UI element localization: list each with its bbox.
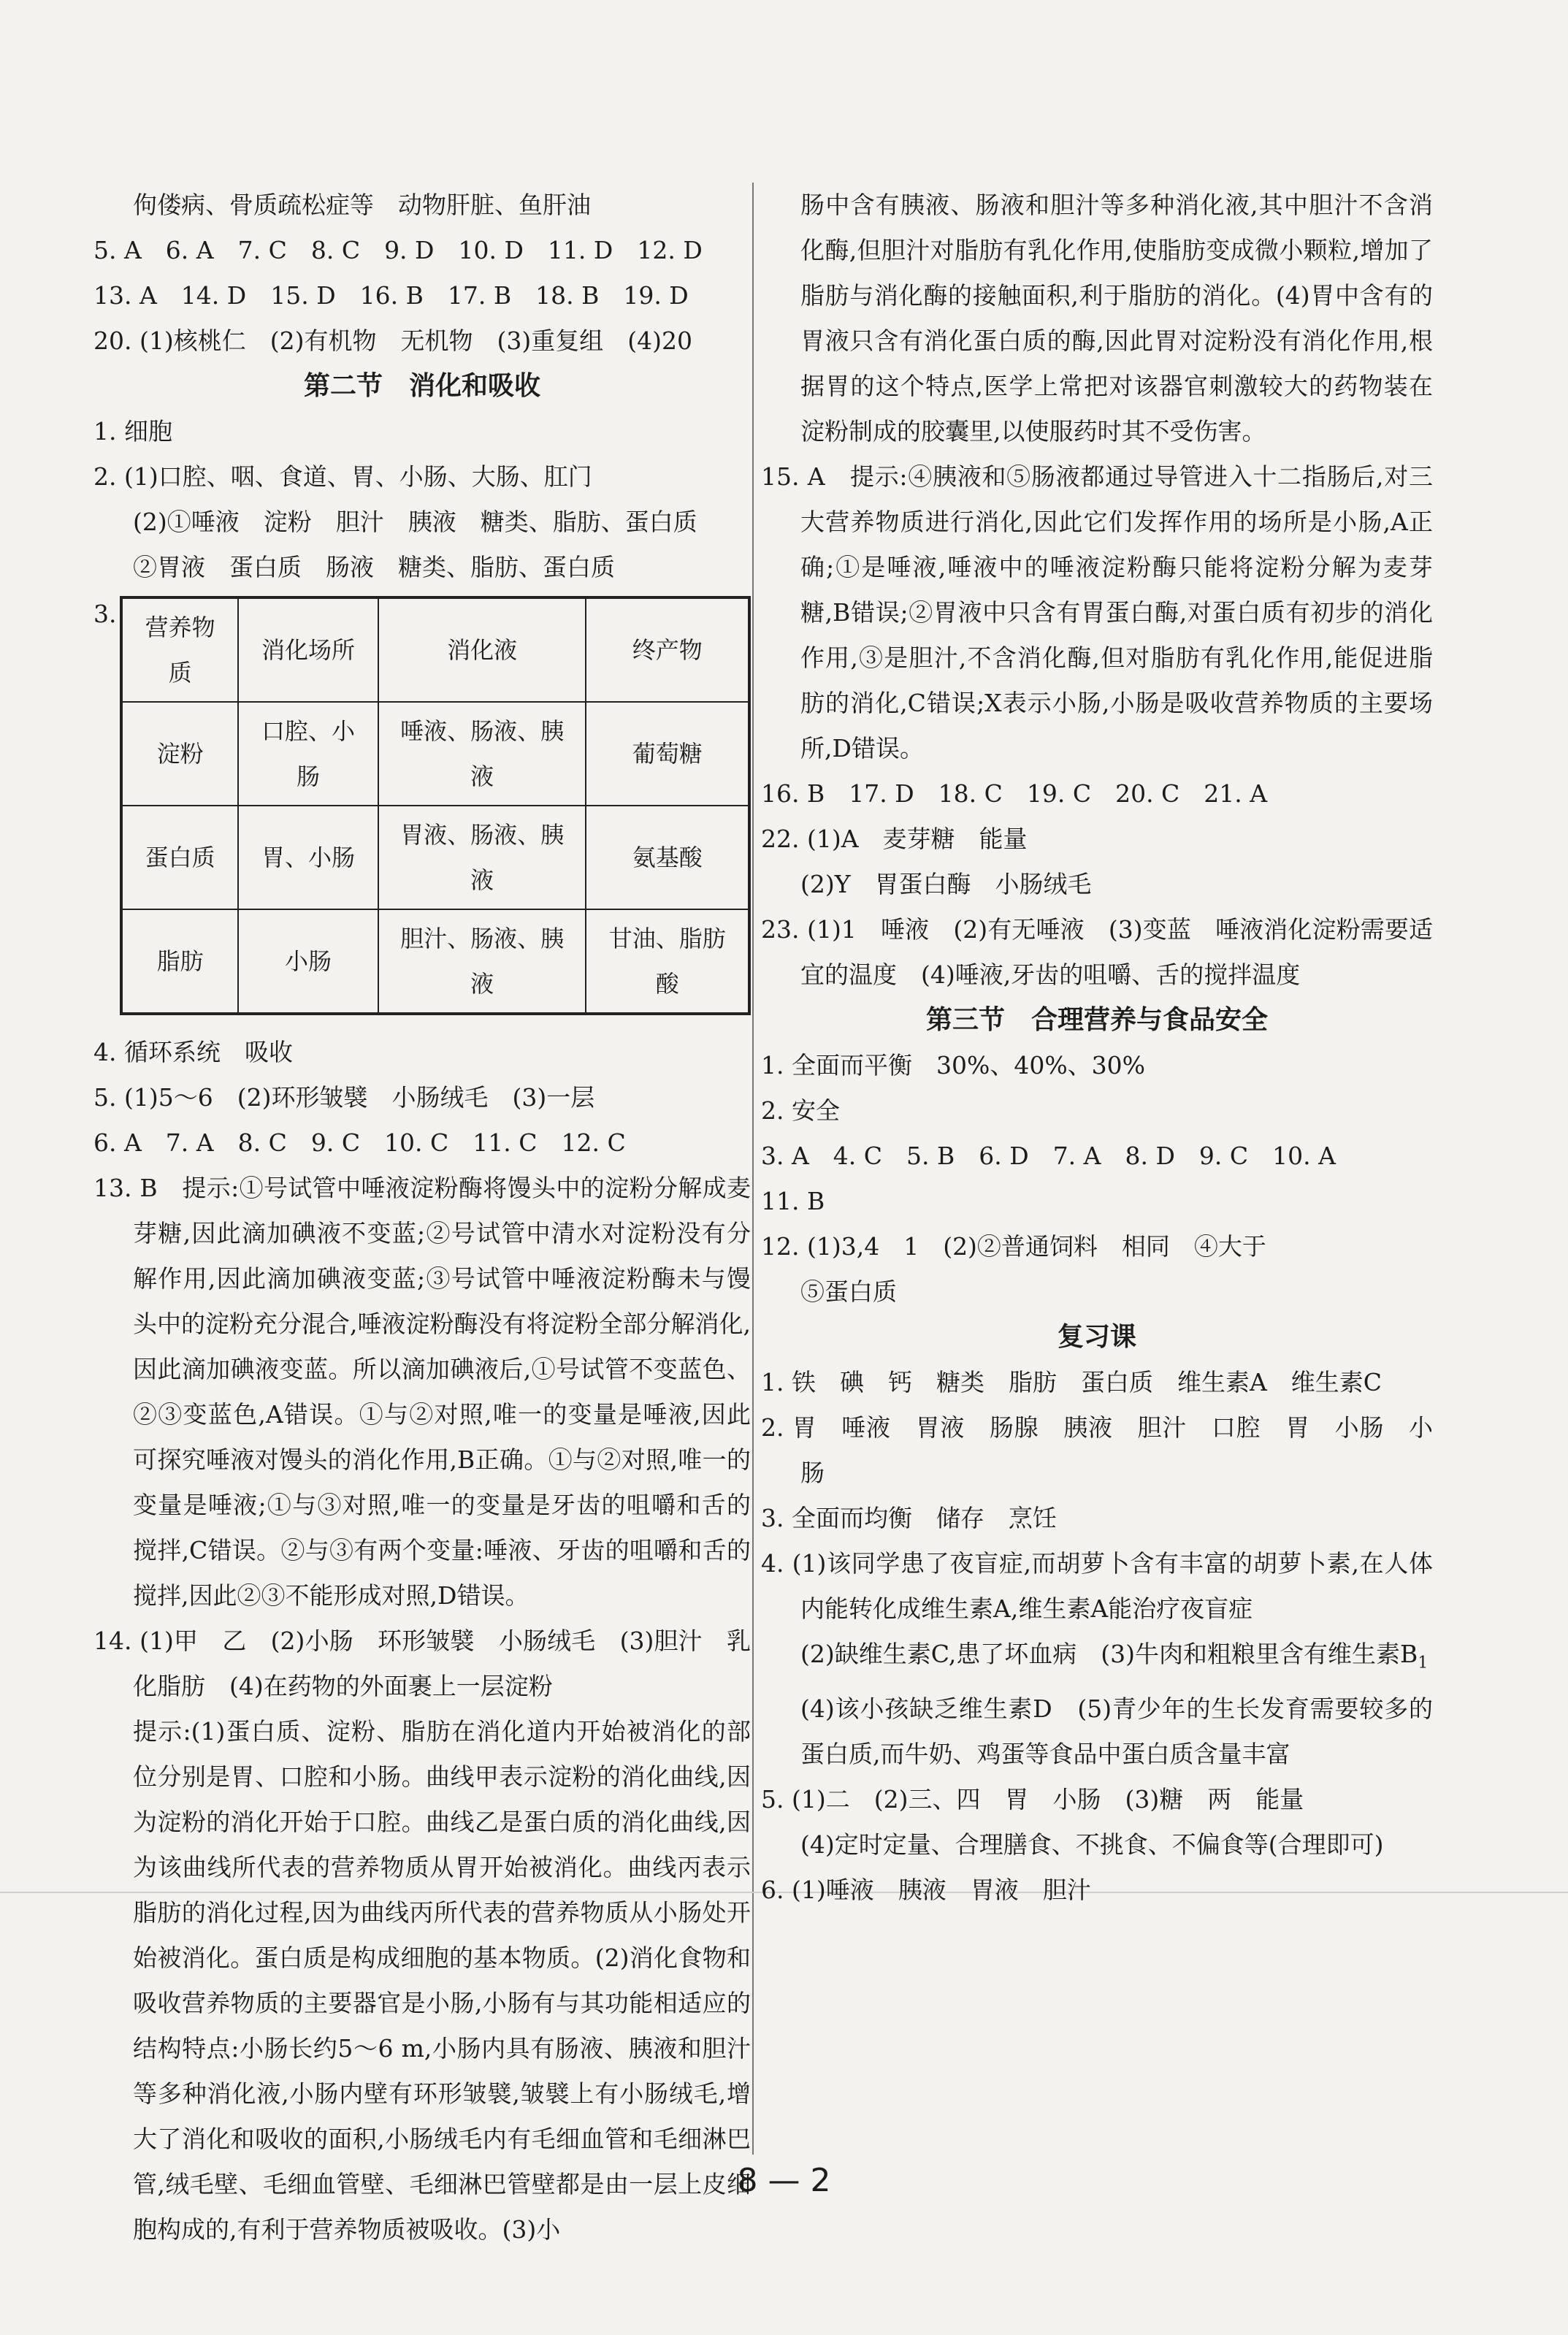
table-cell: 胆汁、肠液、胰液 <box>378 909 586 1014</box>
table-cell: 葡萄糖 <box>586 702 749 806</box>
table-cell: 氨基酸 <box>586 806 749 909</box>
answer-line: (4)定时定量、合理膳食、不挑食、不偏食等(合理即可) <box>800 1830 1384 1859</box>
answer-line: 3. A 4. C 5. B 6. D 7. A 8. D 9. C 10. A <box>761 1142 1336 1170</box>
table-cell: 口腔、小肠 <box>238 702 378 806</box>
answer-line: (2)Y 胃蛋白酶 小肠绒毛 <box>800 870 1092 898</box>
answer-line: 5. (1)5～6 (2)环形皱襞 小肠绒毛 (3)一层 <box>93 1083 595 1112</box>
column-divider <box>752 183 754 2155</box>
answer-line: 6. A 7. A 8. C 9. C 10. C 11. C 12. C <box>93 1128 626 1157</box>
answer-paragraph: 23. (1)1 唾液 (2)有无唾液 (3)变蓝 唾液消化淀粉需要适宜的温度 (4)唾液,牙齿的咀嚼、舌的搅拌温度 <box>761 915 1433 989</box>
answer-paragraph: 14. (1)甲 乙 (2)小肠 环形皱襞 小肠绒毛 (3)胆汁 乳化脂肪 (4)在药物的外面裹上一层淀粉 <box>93 1627 751 1700</box>
table-cell: 小肠 <box>238 909 378 1014</box>
section-heading-nutrition: 第三节 合理营养与食品安全 <box>925 1005 1268 1035</box>
table-cell: 胃液、肠液、胰液 <box>378 806 586 909</box>
table-header-cell: 终产物 <box>586 597 749 702</box>
answer-line: 12. (1)3,4 1 (2)②普通饲料 相同 ④大于 <box>761 1232 1266 1261</box>
table-row <box>121 909 749 1014</box>
answer-paragraph: 1. 铁 碘 钙 糖类 脂肪 蛋白质 维生素A 维生素C <box>761 1368 1382 1396</box>
table-cell: 蛋白质 <box>121 806 238 909</box>
table-cell: 脂肪 <box>121 909 238 1014</box>
table-header-row <box>121 597 749 702</box>
page-number: 8 — 2 <box>737 2162 831 2199</box>
subscript: 1 <box>1418 1654 1429 1673</box>
answer-line: 4. 循环系统 吸收 <box>93 1038 293 1066</box>
answer-line: 1. 全面而平衡 30%、40%、30% <box>761 1051 1146 1079</box>
answer-paragraph: 13. B 提示:①号试管中唾液淀粉酶将馒头中的淀粉分解成麦芽糖,因此滴加碘液不变蓝;②号试管中清水对淀粉没有分解作用,因此滴加碘液变蓝;③号试管中唾液淀粉酶未与馒头中的淀粉充分混合,唾液淀粉酶没有将淀粉全部分解消化,因此滴加碘液变蓝。所以滴加碘液后,①号试管不变蓝色、②③变蓝色,A错误。①与②对照,唯一的变量是唾液,因此可探究唾液对馒头的消化作用,B正确。①与②对照,唯一的变量是唾液;①与③对照,唯一的变量是牙齿的咀嚼和舌的搅拌,C错误。②与③有两个变量:唾液、牙齿的咀嚼和舌的搅拌,因此②③不能形成对照,D错误。 <box>93 1174 751 1610</box>
section-heading-digestion: 第二节 消化和吸收 <box>303 371 540 401</box>
answer-line: 11. B <box>761 1187 825 1215</box>
table-header-cell: 营养物质 <box>121 597 238 702</box>
answer-paragraph: 4. (1)该同学患了夜盲症,而胡萝卜含有丰富的胡萝卜素,在人体内能转化成维生素A,维生素A能治疗夜盲症 <box>761 1549 1433 1623</box>
answer-line: 22. (1)A 麦芽糖 能量 <box>761 825 1028 853</box>
left-column <box>93 183 751 2252</box>
nutrient-digestion-table <box>120 596 751 1015</box>
answer-line: 16. B 17. D 18. C 19. C 20. C 21. A <box>761 779 1268 808</box>
table-row <box>121 806 749 909</box>
answer-line: 5. (1)二 (2)三、四 胃 小肠 (3)糖 两 能量 <box>761 1784 1304 1814</box>
table-cell: 唾液、肠液、胰液 <box>378 702 586 806</box>
answer-line: (2)①唾液 淀粉 胆汁 胰液 糖类、脂肪、蛋白质 <box>133 508 697 536</box>
answer-line: 1. 细胞 <box>93 417 172 446</box>
answer-line: ②胃液 蛋白质 肠液 糖类、脂肪、蛋白质 <box>133 553 615 581</box>
table-cell: 淀粉 <box>121 702 238 806</box>
table-header-cell: 消化场所 <box>238 597 378 702</box>
answer-line: 5. A 6. A 7. C 8. C 9. D 10. D 11. D 12. D <box>93 236 703 264</box>
right-column <box>761 183 1453 1913</box>
answer-line: 6. (1)唾液 胰液 胃液 胆汁 <box>761 1875 1091 1904</box>
answer-text: (2)缺维生素C,患了坏血病 (3)牛肉和粗粮里含有维生素B <box>800 1640 1418 1668</box>
answer-line: 佝偻病、骨质疏松症等 动物肝脏、鱼肝油 <box>133 191 591 219</box>
table-cell: 胃、小肠 <box>238 806 378 909</box>
answer-line: ⑤蛋白质 <box>800 1277 897 1306</box>
answer-text: (4)该小孩缺乏维生素D (5)青少年的生长发育需要较多的蛋白质,而牛奶、鸡蛋等食品中蛋白质含量丰富 <box>800 1640 1453 1768</box>
answer-line: 3. 全面而均衡 储存 烹饪 <box>761 1504 1057 1532</box>
table-row <box>121 702 749 806</box>
answer-paragraph <box>761 1632 1453 1777</box>
answer-line: 2. (1)口腔、咽、食道、胃、小肠、大肠、肛门 <box>93 462 592 491</box>
hint-paragraph: 提示:(1)蛋白质、淀粉、脂肪在消化道内开始被消化的部位分别是胃、口腔和小肠。曲线甲表示淀粉的消化曲线,因为淀粉的消化开始于口腔。曲线乙是蛋白质的消化曲线,因为该曲线所代表的营养物质从胃开始被消化。曲线丙表示脂肪的消化过程,因为曲线丙所代表的营养物质从小肠处开始被消化。蛋白质是构成细胞的基本物质。(2)消化食物和吸收营养物质的主要器官是小肠,小肠有与其功能相适应的结构特点:小肠长约5～6 m,小肠内具有肠液、胰液和胆汁等多种消化液,小肠内壁有环形皱襞,皱襞上有小肠绒毛,增大了消化和吸收的面积,小肠绒毛内有毛细血管和毛细淋巴管,绒毛壁、毛细血管壁、毛细淋巴管壁都是由一层上皮细胞构成的,有利于营养物质被吸收。(3)小 <box>133 1717 751 2244</box>
answer-line: 13. A 14. D 15. D 16. B 17. B 18. B 19. D <box>93 281 689 310</box>
answer-line: 2. 安全 <box>761 1096 840 1125</box>
answer-paragraph: 15. A 提示:④胰液和⑤肠液都通过导管进入十二指肠后,对三大营养物质进行消化,因此它们发挥作用的场所是小肠,A正确;①是唾液,唾液中的唾液淀粉酶只能将淀粉分解为麦芽糖,B错误;②胃液中只含有胃蛋白酶,对蛋白质有初步的消化作用,③是胆汁,不含消化酶,但对脂肪有乳化作用,能促进脂肪的消化,C错误;X表示小肠,小肠是吸收营养物质的主要场所,D错误。 <box>761 462 1433 763</box>
nutrient-table-block <box>93 596 751 1015</box>
answer-line: 20. (1)核桃仁 (2)有机物 无机物 (3)重复组 (4)20 <box>93 326 692 355</box>
table-cell: 甘油、脂肪酸 <box>586 909 749 1014</box>
section-heading-review: 复习课 <box>1057 1322 1136 1352</box>
table-header-cell: 消化液 <box>378 597 586 702</box>
answer-paragraph: 2. 胃 唾液 胃液 肠腺 胰液 胆汁 口腔 胃 小肠 小肠 <box>761 1413 1433 1487</box>
hint-paragraph: 肠中含有胰液、肠液和胆汁等多种消化液,其中胆汁不含消化酶,但胆汁对脂肪有乳化作用,使脂肪变成微小颗粒,增加了脂肪与消化酶的接触面积,利于脂肪的消化。(4)胃中含有的胃液只含有消化蛋白质的酶,因此胃对淀粉没有消化作用,根据胃的这个特点,医学上常把对该器官刺激较大的药物装在淀粉制成的胶囊里,以使服药时其不受伤害。 <box>800 191 1433 446</box>
question-number: 3. <box>93 600 117 628</box>
